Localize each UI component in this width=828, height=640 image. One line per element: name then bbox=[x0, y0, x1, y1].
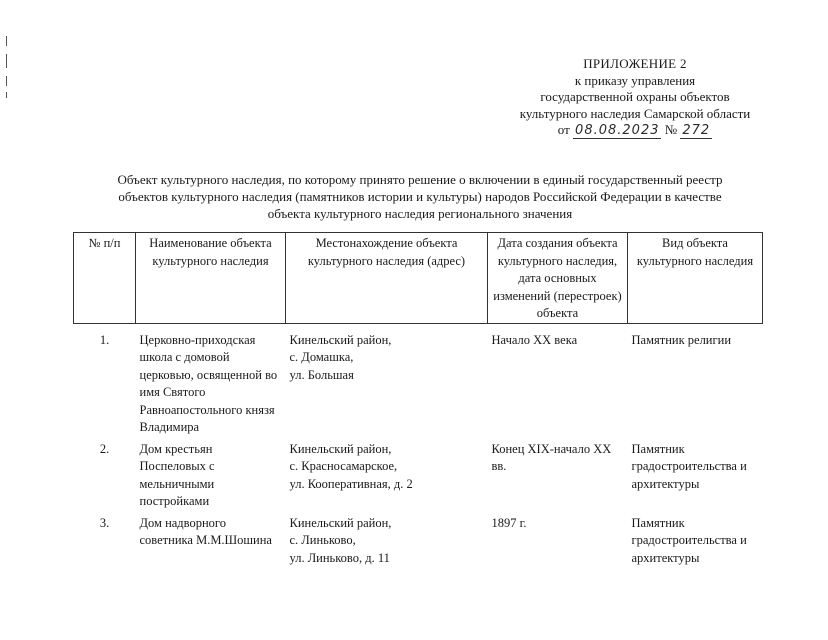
table-row bbox=[74, 323, 763, 437]
location-line: с. Красносамарское, bbox=[289, 459, 398, 473]
appendix-header bbox=[500, 56, 770, 140]
cell-date: Начало XX века bbox=[491, 332, 578, 347]
location-line: Кинельский район, bbox=[289, 441, 392, 456]
cell-num: 1. bbox=[99, 332, 110, 347]
heading-line: объекта культурного наследия регионального значения bbox=[267, 206, 573, 221]
number-sign: № bbox=[664, 122, 678, 137]
cell-location bbox=[286, 437, 488, 511]
cell-name: Дом надворного советника М.М.Шошина bbox=[139, 515, 272, 547]
column-header-type: Вид объекта культурного наследия bbox=[628, 233, 763, 324]
table-header-row bbox=[74, 233, 763, 324]
table-row bbox=[74, 437, 763, 511]
handwritten-number: 272 bbox=[682, 123, 711, 138]
cell-location bbox=[286, 511, 488, 568]
cell-name: Дом крестьян Поспеловых с мельничными постройками bbox=[139, 441, 215, 508]
location-line: ул. Большая bbox=[289, 367, 354, 382]
cell-name: Церковно-приходская школа с домовой церковью, освященной во имя Святого Равноапостольного князя Владимира bbox=[139, 332, 278, 434]
heritage-objects-table bbox=[73, 232, 763, 567]
cell-location bbox=[286, 323, 488, 437]
location-line: Кинельский район, bbox=[289, 332, 392, 347]
appendix-title: ПРИЛОЖЕНИЕ 2 bbox=[583, 56, 687, 71]
column-header-name: Наименование объекта культурного наследия bbox=[136, 233, 286, 324]
scan-edge-mark bbox=[6, 76, 7, 86]
cell-type: Памятник религии bbox=[631, 332, 732, 347]
column-header-date: Дата создания объекта культурного наследия, дата основных изменений (перестроек) объекта bbox=[488, 233, 628, 324]
cell-num: 2. bbox=[99, 441, 110, 456]
cell-num: 3. bbox=[99, 515, 110, 530]
appendix-line: государственной охраны объектов bbox=[540, 89, 730, 104]
cell-date: 1897 г. bbox=[491, 515, 527, 530]
heading-line: Объект культурного наследия, по которому принято решение о включении в единый государственный реестр bbox=[117, 172, 723, 187]
document-heading bbox=[80, 171, 760, 222]
cell-date: Конец XIX-начало XX вв. bbox=[491, 441, 612, 473]
location-line: ул. Кооперативная, д. 2 bbox=[289, 476, 413, 491]
location-line: ул. Линьково, д. 11 bbox=[289, 550, 390, 565]
handwritten-date: 08.08.2023 bbox=[575, 123, 660, 138]
cell-type: Памятник градостроительства и архитектуры bbox=[631, 441, 747, 491]
date-prefix: от bbox=[557, 122, 570, 137]
cell-type: Памятник градостроительства и архитектуры bbox=[631, 515, 747, 565]
location-line: Кинельский район, bbox=[289, 515, 392, 530]
order-date-number bbox=[558, 122, 712, 140]
heading-line: объектов культурного наследия (памятников истории и культуры) народов Российской Федерации в качестве bbox=[118, 189, 722, 204]
appendix-line: к приказу управления bbox=[574, 72, 696, 88]
column-header-num: № п/п bbox=[74, 233, 136, 324]
column-header-location: Местонахождение объекта культурного наследия (адрес) bbox=[286, 233, 488, 324]
location-line: с. Линьково, bbox=[289, 533, 356, 547]
scan-edge-mark bbox=[6, 54, 7, 68]
appendix-line: культурного наследия Самарской области bbox=[519, 105, 751, 121]
location-line: с. Домашка, bbox=[289, 350, 354, 364]
table-row bbox=[74, 511, 763, 568]
scan-edge-mark bbox=[6, 36, 7, 46]
scan-edge-mark bbox=[6, 92, 7, 98]
